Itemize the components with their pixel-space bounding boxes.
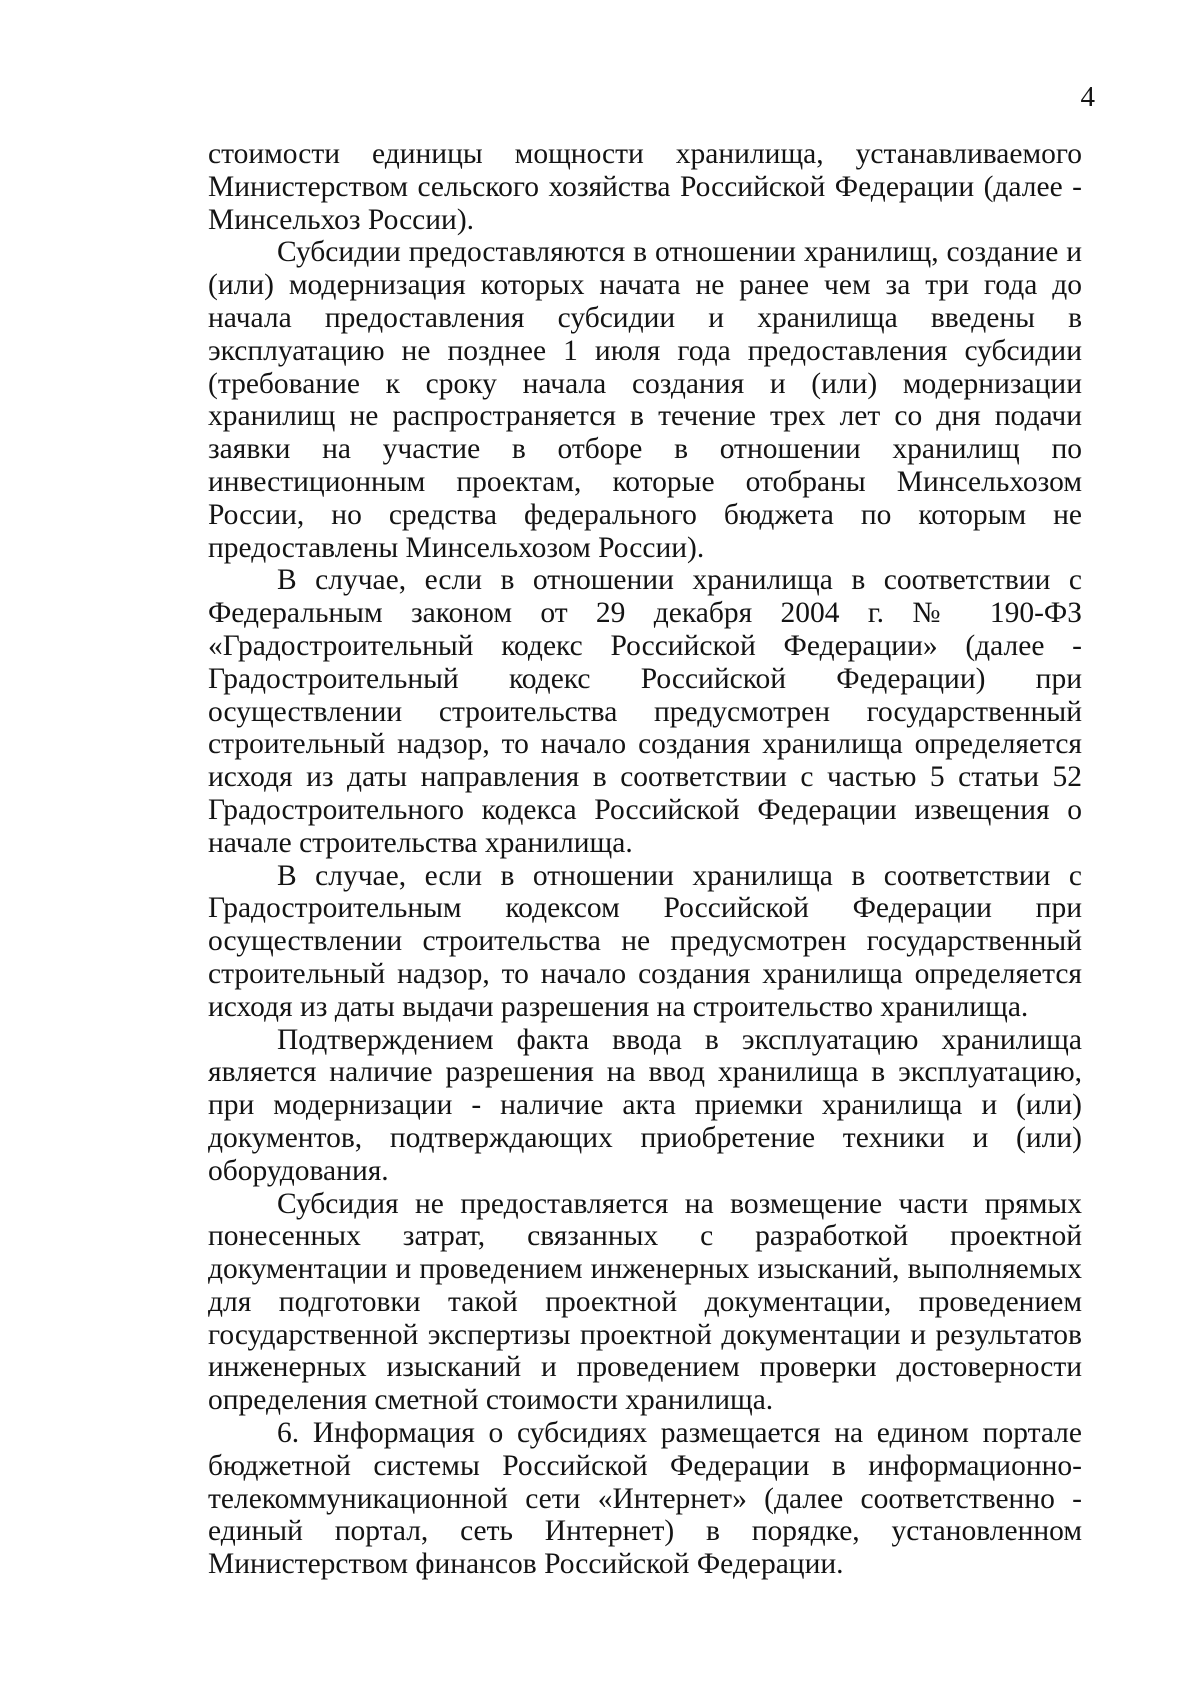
paragraph-price-clause: стоимости единицы мощности хранилища, устанавливаемого Министерством сельского хозяйства Российской Федерации (далее - Минсельхоз России). [208, 138, 1082, 236]
document-body [208, 138, 1082, 1581]
paragraph-excluded-costs: Субсидия не предоставляется на возмещение части прямых понесенных затрат, связанных с разработкой проектной документации и проведением инженерных изысканий, выполняемых для подготовки такой проектной документации, проведением государственной экспертизы проектной документации и результатов инженерных изысканий и проведением проверки достоверности определения сметной стоимости хранилища. [208, 1187, 1082, 1417]
paragraph-subsidy-conditions: Субсидии предоставляются в отношении хранилищ, создание и (или) модернизация которых начата не ранее чем за три года до начала предоставления субсидии и хранилища введены в эксплуатацию не позднее 1 июля года предоставления субсидии (требование к сроку начала создания и (или) модернизации хранилищ не распространяется в течение трех лет со дня подачи заявки на участие в отборе в отношении хранилищ по инвестиционным проектам, которые отобраны Минсельхозом России, но средства федерального бюджета по которым не предоставлены Минсельхозом России). [208, 236, 1082, 564]
paragraph-commissioning-proof: Подтверждением факта ввода в эксплуатацию хранилища является наличие разрешения на ввод хранилища в эксплуатацию, при модернизации - наличие акта приемки хранилища и (или) документов, подтверждающих приобретение техники и (или) оборудования. [208, 1023, 1082, 1187]
paragraph-no-supervision: В случае, если в отношении хранилища в соответствии с Градостроительным кодексом Российской Федерации при осуществлении строительства не предусмотрен государственный строительный надзор, то начало создания хранилища определяется исходя из даты выдачи разрешения на строительство хранилища. [208, 859, 1082, 1023]
paragraph-state-supervision: В случае, если в отношении хранилища в соответствии с Федеральным законом от 29 декабря 2004 г. № 190-ФЗ «Градостроительный кодекс Российской Федерации» (далее - Градостроительный кодекс Российской Федерации) при осуществлении строительства предусмотрен государственный строительный надзор, то начало создания хранилища определяется исходя из даты направления в соответствии с частью 5 статьи 52 Градостроительного кодекса Российской Федерации извещения о начале строительства хранилища. [208, 564, 1082, 859]
page-number: 4 [1080, 81, 1095, 113]
paragraph-information-portal: 6. Информация о субсидиях размещается на едином портале бюджетной системы Российской Федерации в информационно-телекоммуникационной сети «Интернет» (далее соответственно - единый портал, сеть Интернет) в порядке, установленном Министерством финансов Российской Федерации. [208, 1417, 1082, 1581]
